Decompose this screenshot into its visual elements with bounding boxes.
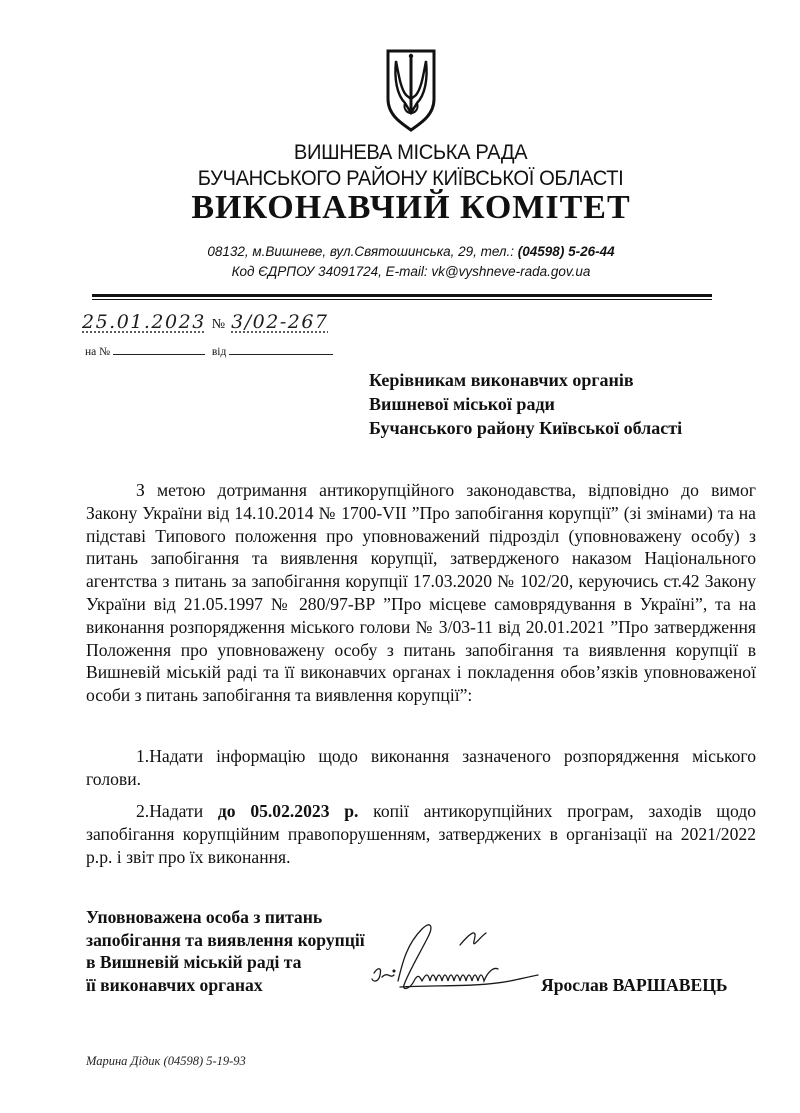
address-text: 08132, м.Вишневе, вул.Святошинська, 29, тел.:	[207, 244, 518, 259]
signatory-position	[86, 906, 365, 996]
handwritten-signature	[360, 915, 560, 1010]
recipients-block	[369, 368, 682, 440]
recipient-line: Бучанського району Київської області	[369, 418, 683, 438]
council-region: БУЧАНСЬКОГО РАЙОНУ КИЇВСЬКОЇ ОБЛАСТІ	[197, 167, 624, 190]
signatory-name: Ярослав ВАРШАВЕЦЬ	[541, 975, 728, 995]
number-symbol: №	[211, 317, 226, 332]
reference-no-label: на №	[85, 346, 111, 358]
reference-line	[85, 345, 333, 358]
address-line	[0, 244, 800, 259]
recipient-line: Вишневої міської ради	[369, 394, 555, 414]
outgoing-date: 25.01.2023	[82, 311, 206, 333]
reference-from-blank	[229, 345, 333, 355]
position-line: її виконавчих органах	[86, 974, 263, 995]
intro-paragraph: З метою дотримання антикорупційного законодавства, відповідно до вимог Закону України від 14.10.2014 № 1700-VII ”Про запобігання корупції” (зі змінами) та на підставі Типового положення про уповноважений підрозділ (уповноважену особу) з питань запобігання та виявлення корупції, затвердженого наказом Національного агентства з питань за запобігання корупції 17.03.2020 № 102/20, керуючись ст.42 Закону України від 21.05.1997 № 280/97-ВР ”Про місцеве самоврядування в Україні”, та на виконання розпорядження міського голови № 3/03-11 від 20.01.2021 ”Про затвердження Положення про уповноважену особу з питань запобігання та виявлення корупції в Вишневій міській раді та її виконавчих органах і покладення обов’язків уповноваженої особи з питань запобігання та виявлення корупції”:	[86, 480, 756, 706]
committee-title: ВИКОНАВЧИЙ КОМІТЕТ	[191, 189, 631, 226]
phone-number: (04598) 5-26-44	[517, 244, 615, 259]
trident-emblem-icon	[385, 47, 437, 133]
position-line: Уповноважена особа з питань	[86, 907, 323, 927]
item-2-prefix: 2.Надати	[136, 801, 218, 821]
header-rule-thin	[92, 299, 712, 300]
deadline-date: до 05.02.2023 р.	[217, 801, 359, 821]
item-2-text: копії антикорупційних програм, заходів щодо запобігання корупційним правопорушенням, затверджених в організації на 2021/2022 р.р. і звіт про їх виконання.	[86, 801, 756, 867]
header-rule-thick	[92, 294, 712, 297]
item-1-paragraph: 1.Надати інформацію щодо виконання зазначеного розпорядження міського голови.	[86, 746, 756, 789]
council-name: ВИШНЕВА МІСЬКА РАДА	[293, 141, 528, 164]
outgoing-number: 3/02-267	[231, 311, 329, 333]
item-2-paragraph	[86, 800, 756, 868]
reference-no-blank	[113, 345, 205, 355]
recipient-line: Керівникам виконавчих органів	[369, 370, 634, 390]
position-line: запобігання та виявлення корупції	[86, 929, 365, 950]
position-line: в Вишневій міській раді та	[86, 952, 302, 972]
reference-from-label: від	[211, 346, 227, 358]
executor-info: Марина Дідик (04598) 5-19-93	[86, 1054, 246, 1068]
codes-line: Код ЄДРПОУ 34091724, E-mail: vk@vyshneve-rada.gov.ua	[231, 264, 591, 279]
outgoing-number-line	[82, 311, 329, 333]
